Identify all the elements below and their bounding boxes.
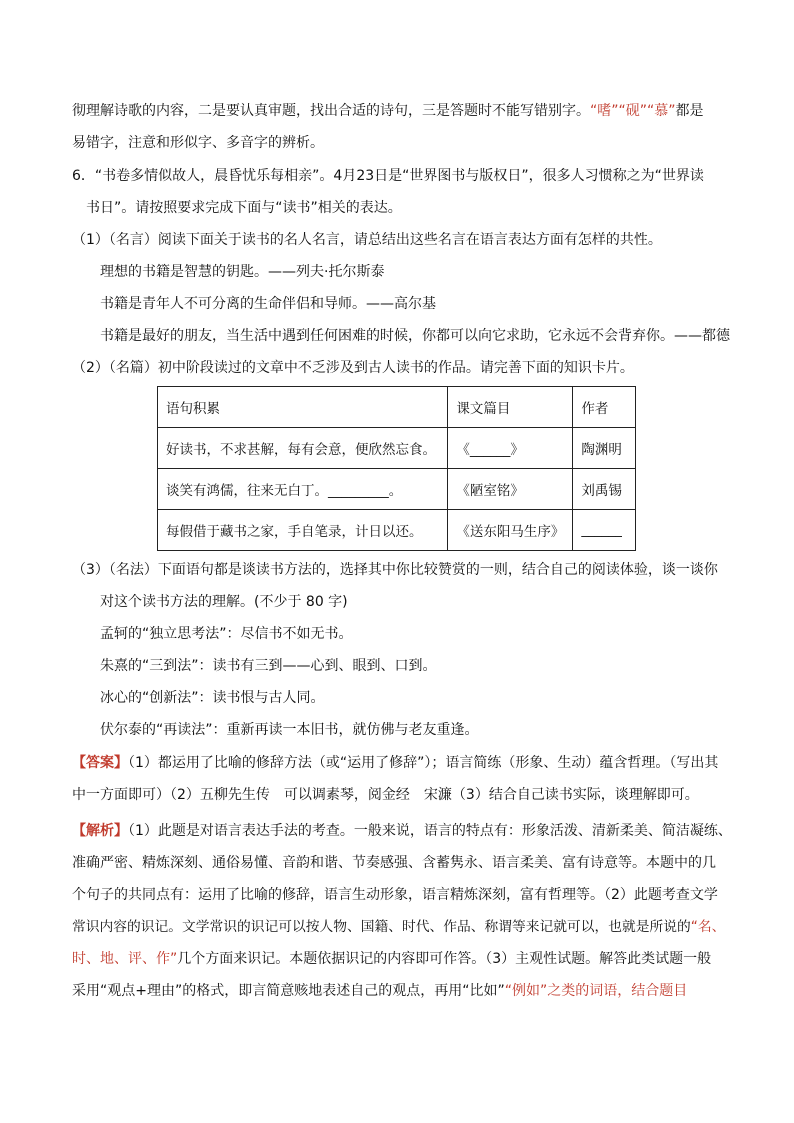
question-6-line-1: 6．“书卷多情似故人，晨昏忧乐每相亲”。4月23日是“世界图书与版权日”，很多人习惯称之为“世界读 xyxy=(72,168,704,184)
quote-3: 书籍是最好的朋友，当生活中遇到任何困难的时候，你都可以向它求助，它永远不会背弃你。——都德 xyxy=(100,328,730,344)
method-4: 伏尔泰的“再读法”：重新再读一本旧书，就仿佛与老友重逢。 xyxy=(100,722,479,738)
knowledge-card-table xyxy=(157,386,636,551)
quote-2: 书籍是青年人不可分离的生命伴侣和导师。——高尔基 xyxy=(100,296,436,312)
table-cell: 谈笑有鸿儒，往来无白丁。_________。 xyxy=(158,469,448,510)
method-3: 冰心的“创新法”：读书恨与古人同。 xyxy=(100,690,325,706)
analysis-text-4: 常识内容的识记。文学常识的识记可以按人物、国籍、时代、作品、称谓等来记就可以，也就是所说的 xyxy=(72,919,691,935)
part1-prompt: （1）（名言）阅读下面关于读书的名人名言，请总结出这些名言在语言表达方面有怎样的共性。 xyxy=(72,232,662,248)
analysis-text-5: 几个方面来识记。本题依据识记的内容即可作答。（3）主观性试题。解答此类试题一般 xyxy=(177,951,712,967)
top-paragraph-line-2: 易错字，注意和形似字、多音字的辨析。 xyxy=(72,135,324,151)
table-row xyxy=(158,428,636,469)
table-cell: 《陋室铭》 xyxy=(448,469,573,510)
table-cell: ______ xyxy=(573,510,636,551)
top-text-red: “嗜”“砚”“慕” xyxy=(590,103,676,119)
top-text-a: 彻理解诗歌的内容，二是要认真审题，找出合适的诗句，三是答题时不能写错别字。 xyxy=(72,103,590,119)
table-cell: 陶渊明 xyxy=(573,428,636,469)
part3-prompt-line-2: 对这个读书方法的理解。(不少于 80 字) xyxy=(100,594,348,610)
table-row xyxy=(158,469,636,510)
table-header-cell: 课文篇目 xyxy=(448,387,573,428)
part3-prompt-line-1: （3）（名法）下面语句都是谈读书方法的，选择其中你比较赞赏的一则，结合自己的阅读体验，谈一谈你 xyxy=(72,562,718,578)
analysis-line-3: 个句子的共同点有：运用了比喻的修辞，语言生动形象，语言精炼深刻，富有哲理等。（2）此题考查文学 xyxy=(72,887,718,903)
analysis-text-4-red: “名、 xyxy=(690,919,726,935)
analysis-text-6: 采用“观点+理由”的格式，即言简意赅地表述自己的观点，再用“比如” xyxy=(72,983,505,999)
analysis-text-1: （1）此题是对语言表达手法的考查。一般来说，语言的特点有：形象活泼、清新柔美、简洁凝练、 xyxy=(128,823,732,839)
analysis-text-6-red: “例如”之类的词语，结合题目 xyxy=(504,983,688,999)
table-cell: 《送东阳马生序》 xyxy=(448,510,573,551)
table-header-cell: 语句积累 xyxy=(158,387,448,428)
analysis-line-2: 准确严密、精炼深刻、通俗易懂、音韵和谐、节奏感强、含蓄隽永、语言柔美、富有诗意等。本题中的几 xyxy=(72,855,716,871)
method-2: 朱熹的“三到法”：读书有三到——心到、眼到、口到。 xyxy=(100,658,437,674)
analysis-line-5 xyxy=(72,949,711,969)
table-row xyxy=(158,510,636,551)
answer-tag: 【答案】 xyxy=(72,755,128,771)
answer-line-1 xyxy=(72,753,718,773)
table-cell: 每假借于藏书之家，手自笔录，计日以还。 xyxy=(158,510,448,551)
analysis-line-1 xyxy=(72,821,732,841)
table-cell: 好读书，不求甚解，每有会意，便欣然忘食。 xyxy=(158,428,448,469)
analysis-tag: 【解析】 xyxy=(72,823,128,839)
table-cell: 《______》 xyxy=(448,428,573,469)
question-6-line-2: 书日”。请按照要求完成下面与“读书”相关的表达。 xyxy=(86,200,402,216)
method-1: 孟轲的“独立思考法”：尽信书不如无书。 xyxy=(100,626,353,642)
analysis-text-5-red: 时、地、评、作” xyxy=(72,951,178,967)
analysis-line-4 xyxy=(72,917,725,937)
part2-prompt: （2）（名篇）初中阶段读过的文章中不乏涉及到古人读书的作品。请完善下面的知识卡片。 xyxy=(72,360,634,376)
top-text-b: 都是 xyxy=(675,103,704,119)
quote-1: 理想的书籍是智慧的钥匙。——列夫·托尔斯泰 xyxy=(100,264,385,280)
top-paragraph-line-1 xyxy=(72,101,704,121)
analysis-line-6 xyxy=(72,981,687,1001)
table-header-cell: 作者 xyxy=(573,387,636,428)
table-cell: 刘禹锡 xyxy=(573,469,636,510)
answer-text-1: （1）都运用了比喻的修辞方法（或“运用了修辞”）；语言简练（形象、生动）蕴含哲理。（写出其 xyxy=(128,755,719,771)
table-header-row xyxy=(158,387,636,428)
answer-line-2: 中一方面即可）（2）五柳先生传 可以调素琴，阅金经 宋濂（3）结合自己读书实际，谈理解即可。 xyxy=(72,787,699,803)
